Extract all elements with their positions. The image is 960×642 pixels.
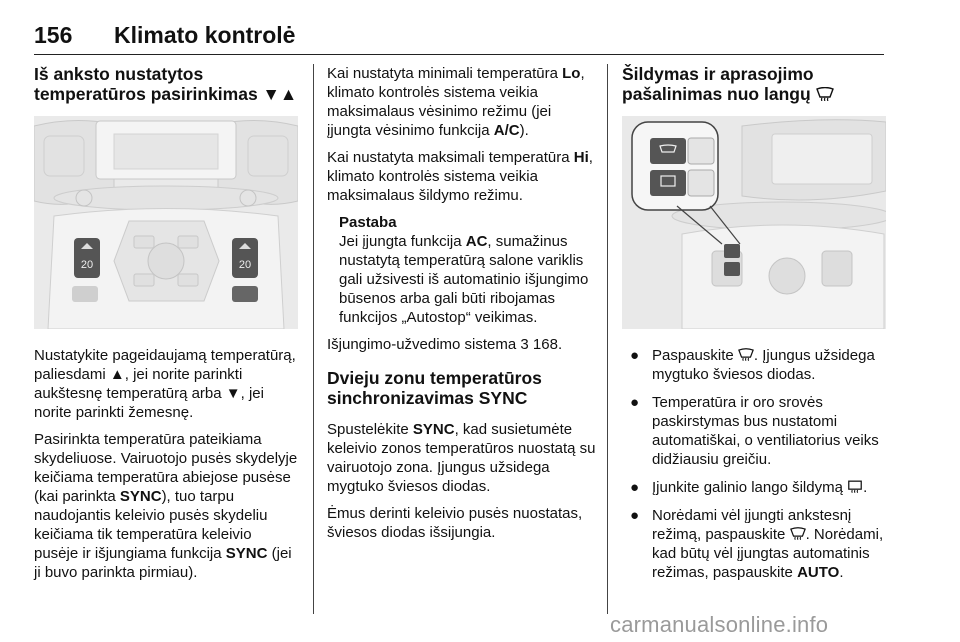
- list-item: ● Temperatūra ir oro srovės paskirstymas bus nustatomi automatiškai, o ventiliatorius veiks didžiausiu greičiu.: [630, 394, 879, 468]
- figure-defrost-buttons: [622, 116, 886, 329]
- paragraph-led-off: Ėmus derinti keleivio pusės nuostatas, šviesos diodas išsijungia.: [327, 505, 583, 541]
- watermark-text: carmanualsonline.info: [610, 612, 829, 637]
- right-temp-label: 20: [238, 259, 252, 271]
- paragraph-sync: Spustelėkite SYNC, kad susietumėte keleivio zonos temperatūros nuostatą su vairuotojo zona. Įjungus užsidega mygtuko šviesos diodas.: [327, 421, 596, 495]
- paragraph-panel-display: Pasirinkta temperatūra pateikiama skydeliuose. Vairuotojo pusės skydelyje keičiama temperatūra abiejose pusėse (kai parinkta SYNC), tuo tarpu naudojantis keleivio pusės skydeliu keičiama tik temperatūra keleivio pusėje ir išjungiama funkcija SYNC (jei ji buvo parinkta pirmiau).: [34, 431, 298, 581]
- rear-window-heater-icon: [847, 480, 863, 493]
- list-item: ● Paspauskite . Įjungus užsidega mygtuko šviesos diodas.: [630, 347, 875, 383]
- paragraph-set-temperature: Nustatykite pageidaujamą temperatūrą, paliesdami ▲, jei norite parinkti aukštesnę temperatūrą arba ▼, jei norite parinkti žemesnę.: [34, 347, 296, 421]
- page-header: [34, 20, 884, 55]
- column-divider: [313, 64, 314, 614]
- column-divider: [607, 64, 608, 614]
- page-ref-icon: 3: [520, 336, 529, 353]
- windshield-defrost-icon: [738, 348, 754, 361]
- left-temp-label: 20: [80, 259, 94, 271]
- climate-panel-illustration: [34, 116, 298, 329]
- windshield-defrost-icon: [790, 527, 806, 540]
- page-title: Klimato kontrolė: [114, 22, 296, 48]
- column-1: [34, 64, 299, 590]
- figure-climate-panel: [34, 116, 298, 329]
- section-heading-sync: Dvieju zonu temperatūros sinchronizavimas SYNC: [327, 368, 542, 408]
- page-number: 156: [34, 22, 73, 48]
- list-item: ● Įjunkite galinio lango šildymą .: [630, 479, 868, 496]
- note-text: Jei įjungta funkcija AC, sumažinus nustatytą temperatūrą salone variklis gali užsivesti iš automatinio išjungimo būsenos arba gali būti ribojamas funkcijos „Autostop“ veikimas.: [339, 233, 589, 326]
- note-title: Pastaba: [339, 214, 397, 231]
- cross-reference: Išjungimo-užvedimo sistema 3 168.: [327, 336, 563, 353]
- windshield-defrost-icon: [816, 87, 834, 101]
- section-heading-temperature-preset: Iš anksto nustatytos temperatūros pasirinkimas ▼▲: [34, 64, 298, 104]
- paragraph-max-temp: Kai nustatyta maksimali temperatūra Hi, klimato kontrolės sistema veikia maksimalaus šildymo režimu.: [327, 149, 593, 204]
- column-3: [622, 64, 887, 591]
- list-item: ● Norėdami vėl įjungti ankstesnį režimą, paspauskite . Norėdami, kad būtų vėl įjungtas automatinis režimas, paspauskite AUTO.: [630, 507, 884, 581]
- paragraph-min-temp: Kai nustatyta minimali temperatūra Lo, klimato kontrolės sistema veikia maksimalaus vėsinimo režimu (jei įjungta vėsinimo funkcija A/C).: [327, 65, 585, 139]
- defrost-instructions-list: [622, 346, 887, 582]
- column-2: [327, 64, 597, 550]
- section-heading-defrost: Šildymas ir aprasojimo pašalinimas nuo langų: [622, 64, 887, 104]
- defrost-panel-illustration: [622, 116, 886, 329]
- note-block: [327, 213, 597, 327]
